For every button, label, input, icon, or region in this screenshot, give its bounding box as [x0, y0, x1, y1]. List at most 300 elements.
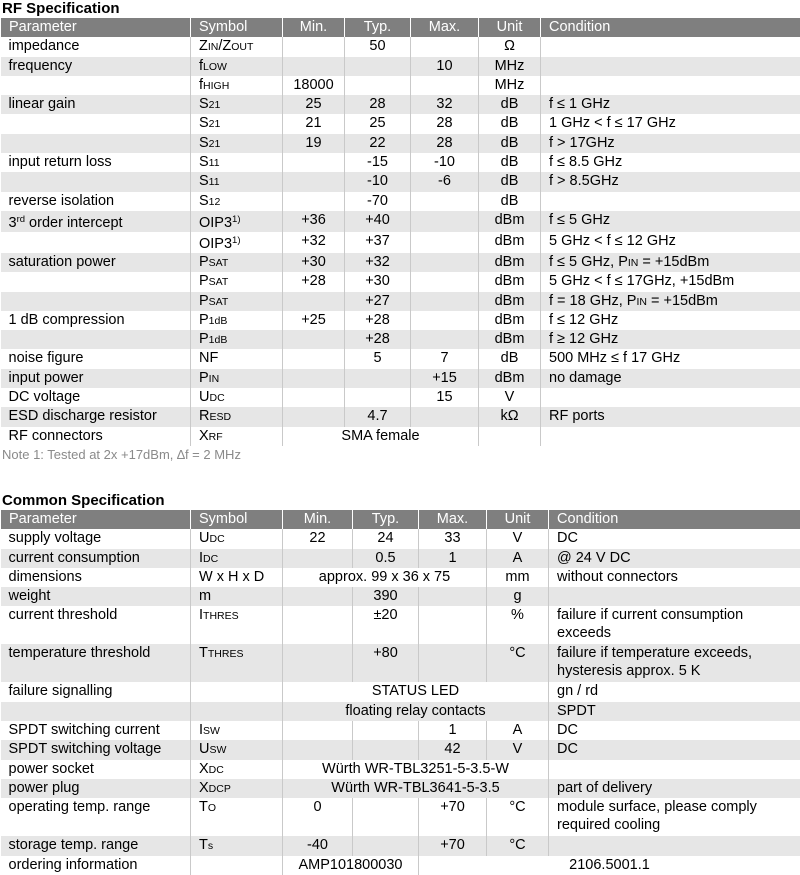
condition-cell — [541, 37, 800, 56]
value-span-cell: floating relay contacts — [283, 702, 549, 721]
unit-cell: dB — [479, 172, 541, 191]
param-cell — [1, 114, 191, 133]
table-row — [1, 153, 800, 172]
min-cell — [283, 549, 353, 568]
symbol-cell: USW — [191, 740, 283, 759]
symbol-cell: P1dB — [191, 311, 283, 330]
typ-cell: 0.5 — [353, 549, 419, 568]
header-max: Max. — [419, 510, 487, 529]
symbol-subscript: DC — [209, 392, 224, 404]
condition-cell: f ≤ 12 GHz — [541, 311, 800, 330]
symbol-cell: fHIGH — [191, 76, 283, 95]
unit-cell: g — [487, 587, 549, 606]
table-row — [1, 568, 800, 587]
condition-cell: DC — [549, 721, 800, 740]
min-cell: +32 — [283, 232, 345, 253]
table-row — [1, 702, 800, 721]
min-cell: +28 — [283, 272, 345, 291]
min-cell: 22 — [283, 529, 353, 548]
unit-cell: V — [487, 740, 549, 759]
value-span-cell: Würth WR-TBL3251-5-3.5-W — [283, 760, 549, 779]
param-cell: supply voltage — [1, 529, 191, 548]
header-unit: Unit — [479, 18, 541, 37]
min-cell: +36 — [283, 211, 345, 232]
unit-cell: dB — [479, 134, 541, 153]
symbol-subscript: 11 — [209, 176, 220, 188]
table-row — [1, 549, 800, 568]
max-cell — [411, 37, 479, 56]
max-cell — [419, 644, 487, 682]
header-max: Max. — [411, 18, 479, 37]
table-row — [1, 644, 800, 682]
symbol-cell — [191, 856, 283, 875]
min-cell — [283, 369, 345, 388]
condition-cell: failure if temperature exceeds, hysteresis approx. 5 K — [549, 644, 800, 682]
unit-cell: mm — [487, 568, 549, 587]
param-cell: DC voltage — [1, 388, 191, 407]
symbol-subscript: SAT — [209, 257, 229, 269]
condition-cell: no damage — [541, 369, 800, 388]
common-table — [0, 510, 800, 875]
symbol-subscript: s — [208, 840, 213, 852]
param-cell — [1, 330, 191, 349]
header-condition: Condition — [541, 18, 800, 37]
symbol-cell: ZIN/ZOUT — [191, 37, 283, 56]
param-cell: failure signalling — [1, 682, 191, 701]
table-row — [1, 721, 800, 740]
max-cell: 7 — [411, 349, 479, 368]
max-cell: 28 — [411, 134, 479, 153]
symbol-cell: PSAT — [191, 272, 283, 291]
symbol-cell: S21 — [191, 114, 283, 133]
unit-cell: dB — [479, 349, 541, 368]
unit-cell: V — [487, 529, 549, 548]
condition-cell: SPDT — [549, 702, 800, 721]
min-cell: 21 — [283, 114, 345, 133]
param-cell: noise figure — [1, 349, 191, 368]
table-row — [1, 211, 800, 232]
typ-cell: 22 — [345, 134, 411, 153]
symbol-cell: OIP3$^{1)}$ — [191, 232, 283, 253]
max-cell — [419, 606, 487, 644]
symbol-subscript: 12 — [209, 196, 221, 208]
symbol-subscript: 21 — [209, 118, 221, 130]
symbol-subscript: SW — [209, 744, 226, 756]
param-cell: 3rd order intercept — [1, 211, 191, 232]
param-cell: storage temp. range — [1, 836, 191, 855]
unit-cell: dB — [479, 114, 541, 133]
condition-cell — [541, 427, 800, 446]
symbol-subscript: SAT — [209, 276, 229, 288]
unit-cell: V — [479, 388, 541, 407]
typ-cell: +30 — [345, 272, 411, 291]
typ-cell: 28 — [345, 95, 411, 114]
typ-cell — [353, 721, 419, 740]
table-row — [1, 114, 800, 133]
param-cell: weight — [1, 587, 191, 606]
condition-cell: without connectors — [549, 568, 800, 587]
min-cell: -40 — [283, 836, 353, 855]
condition-cell: 5 GHz < f ≤ 12 GHz — [541, 232, 800, 253]
symbol-subscript: DCP — [209, 783, 231, 795]
min-cell: 19 — [283, 134, 345, 153]
symbol-cell: OIP3$^{1)}$ — [191, 211, 283, 232]
max-cell: -6 — [411, 172, 479, 191]
symbol-subscript: DC — [203, 553, 218, 565]
symbol-cell: S21 — [191, 95, 283, 114]
min-cell: 18000 — [283, 76, 345, 95]
symbol-subscript: LOW — [203, 61, 227, 73]
condition-cell: 1 GHz < f ≤ 17 GHz — [541, 114, 800, 133]
condition-cell: f ≥ 12 GHz — [541, 330, 800, 349]
max-cell — [411, 407, 479, 426]
condition-cell — [549, 760, 800, 779]
table-row — [1, 57, 800, 76]
symbol-cell: S12 — [191, 192, 283, 211]
max-cell: 33 — [419, 529, 487, 548]
condition-cell: gn / rd — [549, 682, 800, 701]
min-cell — [283, 587, 353, 606]
unit-cell: °C — [487, 836, 549, 855]
param-cell: SPDT switching current — [1, 721, 191, 740]
typ-cell — [345, 369, 411, 388]
table-row — [1, 272, 800, 291]
condition-cell: part of delivery — [549, 779, 800, 798]
param-cell: operating temp. range — [1, 798, 191, 836]
table-row — [1, 192, 800, 211]
typ-cell: +27 — [345, 292, 411, 311]
typ-cell: +40 — [345, 211, 411, 232]
symbol-subscript: 21 — [209, 138, 221, 150]
min-cell — [283, 644, 353, 682]
rf-footnote: Note 1: Tested at 2x +17dBm, ∆f = 2 MHz — [0, 446, 800, 463]
max-cell — [419, 587, 487, 606]
param-cell: ordering information — [1, 856, 191, 875]
header-typ: Typ. — [345, 18, 411, 37]
param-cell: ESD discharge resistor — [1, 407, 191, 426]
symbol-subscript: THRES — [203, 610, 239, 622]
condition-cell: f ≤ 5 GHz — [541, 211, 800, 232]
unit-cell: % — [487, 606, 549, 644]
unit-cell: A — [487, 549, 549, 568]
max-cell — [411, 330, 479, 349]
table-row — [1, 330, 800, 349]
typ-cell: 390 — [353, 587, 419, 606]
typ-cell: 25 — [345, 114, 411, 133]
min-cell — [283, 606, 353, 644]
condition-cell: f ≤ 5 GHz, PIN = +15dBm — [541, 253, 800, 272]
table-row — [1, 253, 800, 272]
param-cell: saturation power — [1, 253, 191, 272]
table-row — [1, 760, 800, 779]
max-cell — [411, 211, 479, 232]
symbol-cell: PSAT — [191, 292, 283, 311]
symbol-cell: fLOW — [191, 57, 283, 76]
table-row — [1, 311, 800, 330]
unit-cell: °C — [487, 644, 549, 682]
symbol-subscript: IN — [208, 41, 219, 53]
symbol-subscript: RF — [209, 431, 223, 443]
symbol-cell: PIN — [191, 369, 283, 388]
param-cell: reverse isolation — [1, 192, 191, 211]
symbol-cell: S21 — [191, 134, 283, 153]
table-row — [1, 76, 800, 95]
typ-cell: 4.7 — [345, 407, 411, 426]
symbol-cell: PSAT — [191, 253, 283, 272]
typ-cell: -15 — [345, 153, 411, 172]
common-header-row — [1, 510, 800, 529]
condition-cell: 5 GHz < f ≤ 17GHz, +15dBm — [541, 272, 800, 291]
unit-cell: MHz — [479, 76, 541, 95]
param-cell — [1, 134, 191, 153]
min-cell — [283, 37, 345, 56]
min-cell — [283, 721, 353, 740]
header-min: Min. — [283, 510, 353, 529]
table-row — [1, 587, 800, 606]
symbol-subscript: SW — [203, 725, 220, 737]
value-span-cell: SMA female — [283, 427, 479, 446]
unit-cell — [479, 427, 541, 446]
max-cell — [411, 192, 479, 211]
condition-subscript: IN — [636, 296, 647, 308]
min-cell — [283, 292, 345, 311]
symbol-cell: NF — [191, 349, 283, 368]
max-cell: 10 — [411, 57, 479, 76]
max-cell: +70 — [419, 798, 487, 836]
symbol-cell: ISW — [191, 721, 283, 740]
typ-cell: 24 — [353, 529, 419, 548]
table-row — [1, 682, 800, 701]
min-cell — [283, 192, 345, 211]
symbol-cell: W x H x D — [191, 568, 283, 587]
max-cell: 28 — [411, 114, 479, 133]
condition-cell: f > 17GHz — [541, 134, 800, 153]
symbol-cell: IDC — [191, 549, 283, 568]
unit-cell: Ω — [479, 37, 541, 56]
condition-subscript: IN — [628, 257, 639, 269]
table-row — [1, 349, 800, 368]
typ-cell — [353, 740, 419, 759]
condition-cell: 500 MHz ≤ f 17 GHz — [541, 349, 800, 368]
typ-cell — [353, 798, 419, 836]
symbol-cell: UDC — [191, 529, 283, 548]
symbol-cell: RESD — [191, 407, 283, 426]
typ-cell — [345, 76, 411, 95]
condition-cell — [541, 192, 800, 211]
symbol-subscript: 1dB — [209, 334, 228, 346]
param-cell: linear gain — [1, 95, 191, 114]
param-cell — [1, 272, 191, 291]
unit-cell: dBm — [479, 330, 541, 349]
order-code-cell: 2106.5001.1 — [419, 856, 800, 875]
max-cell: -10 — [411, 153, 479, 172]
table-row — [1, 779, 800, 798]
param-cell — [1, 292, 191, 311]
param-cell: frequency — [1, 57, 191, 76]
condition-cell: RF ports — [541, 407, 800, 426]
symbol-cell: UDC — [191, 388, 283, 407]
typ-cell: -70 — [345, 192, 411, 211]
table-row — [1, 292, 800, 311]
condition-cell: f ≤ 8.5 GHz — [541, 153, 800, 172]
symbol-subscript: DC — [209, 764, 224, 776]
condition-cell: DC — [549, 529, 800, 548]
typ-cell: +28 — [345, 311, 411, 330]
condition-cell: failure if current consumption exceeds — [549, 606, 800, 644]
rf-title: RF Specification — [0, 0, 800, 18]
table-row — [1, 95, 800, 114]
symbol-subscript: DC — [209, 533, 224, 545]
value-span-cell: approx. 99 x 36 x 75 — [283, 568, 487, 587]
unit-cell: dB — [479, 95, 541, 114]
table-row — [1, 427, 800, 446]
condition-cell — [541, 76, 800, 95]
param-cell: power socket — [1, 760, 191, 779]
param-cell: 1 dB compression — [1, 311, 191, 330]
typ-cell — [345, 388, 411, 407]
condition-cell: f = 18 GHz, PIN = +15dBm — [541, 292, 800, 311]
symbol-cell — [191, 702, 283, 721]
typ-cell: +37 — [345, 232, 411, 253]
symbol-cell: ITHRES — [191, 606, 283, 644]
min-cell: 25 — [283, 95, 345, 114]
symbol-subscript: SAT — [209, 296, 229, 308]
value-span-cell: Würth WR-TBL3641-5-3.5 — [283, 779, 549, 798]
unit-cell: kΩ — [479, 407, 541, 426]
symbol-subscript: IN — [209, 373, 220, 385]
param-cell: dimensions — [1, 568, 191, 587]
unit-cell: dB — [479, 192, 541, 211]
unit-cell: dBm — [479, 292, 541, 311]
common-title: Common Specification — [0, 492, 800, 510]
condition-cell: module surface, please comply required cooling — [549, 798, 800, 836]
symbol-cell — [191, 682, 283, 701]
header-parameter: Parameter — [1, 510, 191, 529]
typ-cell: +28 — [345, 330, 411, 349]
min-cell — [283, 388, 345, 407]
condition-cell — [549, 836, 800, 855]
typ-cell — [345, 57, 411, 76]
symbol-cell: TO — [191, 798, 283, 836]
unit-cell: °C — [487, 798, 549, 836]
table-row — [1, 740, 800, 759]
table-row — [1, 369, 800, 388]
param-cell — [1, 232, 191, 253]
unit-cell: dBm — [479, 232, 541, 253]
unit-cell: dB — [479, 153, 541, 172]
unit-cell: MHz — [479, 57, 541, 76]
value-span-cell: STATUS LED — [283, 682, 549, 701]
symbol-cell: S11 — [191, 172, 283, 191]
typ-cell: 5 — [345, 349, 411, 368]
condition-cell: f > 8.5GHz — [541, 172, 800, 191]
max-cell — [411, 311, 479, 330]
param-cell — [1, 76, 191, 95]
order-number-cell: AMP101800030 — [283, 856, 419, 875]
param-cell: RF connectors — [1, 427, 191, 446]
param-cell: temperature threshold — [1, 644, 191, 682]
table-row — [1, 37, 800, 56]
symbol-cell: XDCP — [191, 779, 283, 798]
unit-cell: dBm — [479, 369, 541, 388]
min-cell: 0 — [283, 798, 353, 836]
symbol-subscript: HIGH — [203, 80, 229, 92]
table-row — [1, 134, 800, 153]
typ-cell: +80 — [353, 644, 419, 682]
param-cell: impedance — [1, 37, 191, 56]
min-cell — [283, 330, 345, 349]
min-cell — [283, 153, 345, 172]
symbol-subscript: 21 — [209, 99, 221, 111]
unit-cell: A — [487, 721, 549, 740]
min-cell: +25 — [283, 311, 345, 330]
condition-cell — [541, 57, 800, 76]
param-cell: current threshold — [1, 606, 191, 644]
table-row — [1, 856, 800, 875]
symbol-subscript: ESD — [209, 411, 231, 423]
condition-cell — [549, 587, 800, 606]
max-cell — [411, 253, 479, 272]
param-cell: current consumption — [1, 549, 191, 568]
symbol-subscript: 11 — [209, 157, 220, 169]
table-row — [1, 388, 800, 407]
max-cell: 1 — [419, 721, 487, 740]
min-cell — [283, 407, 345, 426]
table-row — [1, 836, 800, 855]
typ-cell: +32 — [345, 253, 411, 272]
condition-cell: @ 24 V DC — [549, 549, 800, 568]
max-cell: 15 — [411, 388, 479, 407]
header-symbol: Symbol — [191, 18, 283, 37]
symbol-cell: S11 — [191, 153, 283, 172]
unit-cell: dBm — [479, 253, 541, 272]
symbol-cell: m — [191, 587, 283, 606]
typ-cell: ±20 — [353, 606, 419, 644]
param-cell: input power — [1, 369, 191, 388]
condition-cell — [541, 388, 800, 407]
param-cell — [1, 702, 191, 721]
min-cell — [283, 740, 353, 759]
max-cell — [411, 76, 479, 95]
symbol-superscript: 1) — [232, 235, 240, 246]
max-cell: 32 — [411, 95, 479, 114]
symbol-cell: P1dB — [191, 330, 283, 349]
min-cell: +30 — [283, 253, 345, 272]
param-superscript: rd — [17, 214, 25, 225]
header-unit: Unit — [487, 510, 549, 529]
rf-table — [0, 18, 800, 446]
symbol-cell: Ts — [191, 836, 283, 855]
max-cell: 1 — [419, 549, 487, 568]
min-cell — [283, 349, 345, 368]
max-cell: +15 — [411, 369, 479, 388]
header-min: Min. — [283, 18, 345, 37]
typ-cell — [353, 836, 419, 855]
symbol-cell: XRF — [191, 427, 283, 446]
table-row — [1, 232, 800, 253]
typ-cell: 50 — [345, 37, 411, 56]
max-cell — [411, 272, 479, 291]
condition-cell: f ≤ 1 GHz — [541, 95, 800, 114]
header-condition: Condition — [549, 510, 800, 529]
common-section — [0, 492, 800, 875]
param-cell: SPDT switching voltage — [1, 740, 191, 759]
param-cell — [1, 172, 191, 191]
table-row — [1, 407, 800, 426]
table-row — [1, 798, 800, 836]
unit-cell: dBm — [479, 311, 541, 330]
min-cell — [283, 172, 345, 191]
